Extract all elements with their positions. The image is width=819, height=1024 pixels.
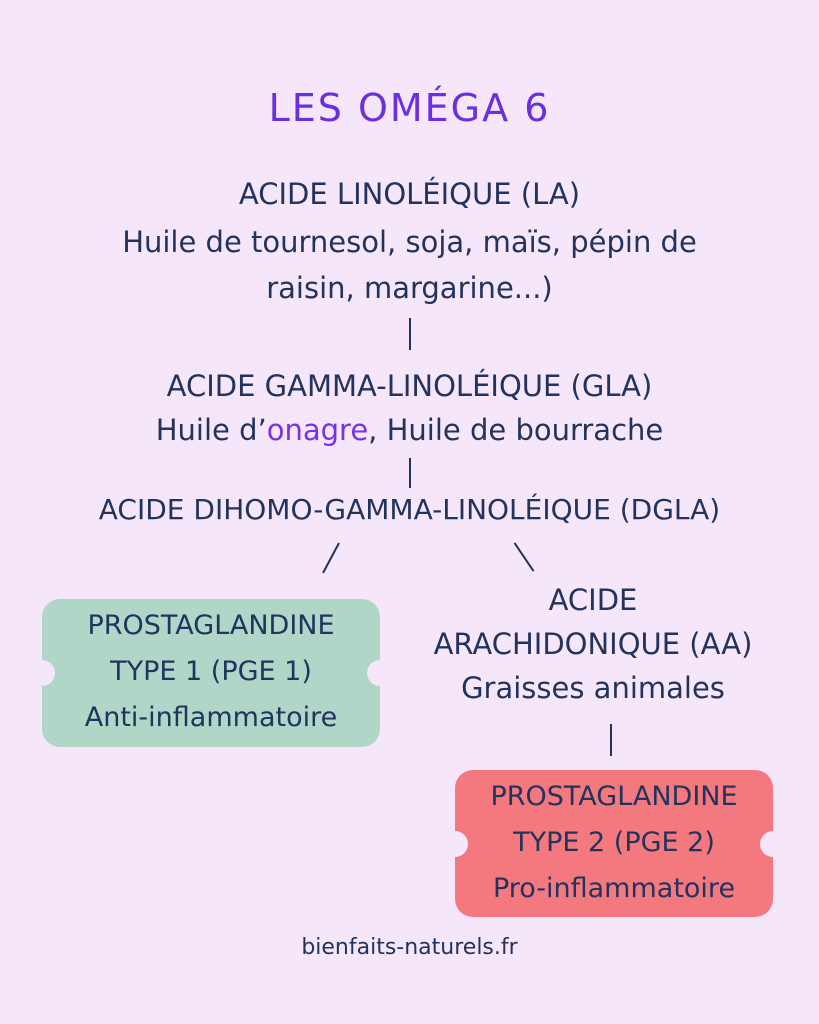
la-sources-line2: raisin, margarine...) bbox=[266, 271, 553, 305]
connector-aa-pge2 bbox=[610, 724, 612, 756]
pge2-line1: PROSTAGLANDINE bbox=[490, 781, 738, 812]
pge2-notch-left bbox=[442, 831, 468, 857]
connector-dgla-pge1 bbox=[322, 543, 340, 574]
aa-node bbox=[412, 578, 774, 710]
pge1-line2: TYPE 1 (PGE 1) bbox=[110, 656, 312, 687]
gla-sources-prefix: Huile d’ bbox=[155, 413, 267, 447]
footer-site[interactable]: bienfaits-naturels.fr bbox=[301, 935, 518, 960]
gla-sources-highlight: onagre bbox=[266, 413, 369, 447]
pge1-box bbox=[42, 599, 380, 747]
aa-line2: ARACHIDONIQUE (AA) bbox=[433, 627, 753, 661]
pge1-notch-left bbox=[29, 660, 55, 686]
gla-sources bbox=[0, 406, 819, 454]
la-sources-line1: Huile de tournesol, soja, maïs, pépin de bbox=[122, 225, 697, 259]
aa-line3: Graisses animales bbox=[461, 671, 725, 705]
pge2-box bbox=[455, 770, 773, 917]
aa-line1: ACIDE bbox=[548, 583, 638, 617]
pge2-notch-right bbox=[760, 831, 786, 857]
pge1-line3: Anti-inflammatoire bbox=[84, 702, 338, 733]
dgla-name: ACIDE DIHOMO-GAMMA-LINOLÉIQUE (DGLA) bbox=[98, 493, 721, 526]
connector-la-gla bbox=[409, 318, 411, 350]
connector-dgla-aa bbox=[514, 542, 535, 571]
diagram-title: LES OMÉGA 6 bbox=[268, 86, 551, 130]
pge1-notch-right bbox=[367, 660, 393, 686]
pge1-line1: PROSTAGLANDINE bbox=[87, 610, 335, 641]
pge2-line2: TYPE 2 (PGE 2) bbox=[513, 827, 715, 858]
gla-name: ACIDE GAMMA-LINOLÉIQUE (GLA) bbox=[166, 369, 653, 403]
la-name: ACIDE LINOLÉIQUE (LA) bbox=[238, 177, 581, 211]
connector-gla-dgla bbox=[409, 458, 411, 488]
pge2-line3: Pro-inflammatoire bbox=[492, 873, 736, 904]
gla-sources-suffix: , Huile de bourrache bbox=[368, 413, 664, 447]
